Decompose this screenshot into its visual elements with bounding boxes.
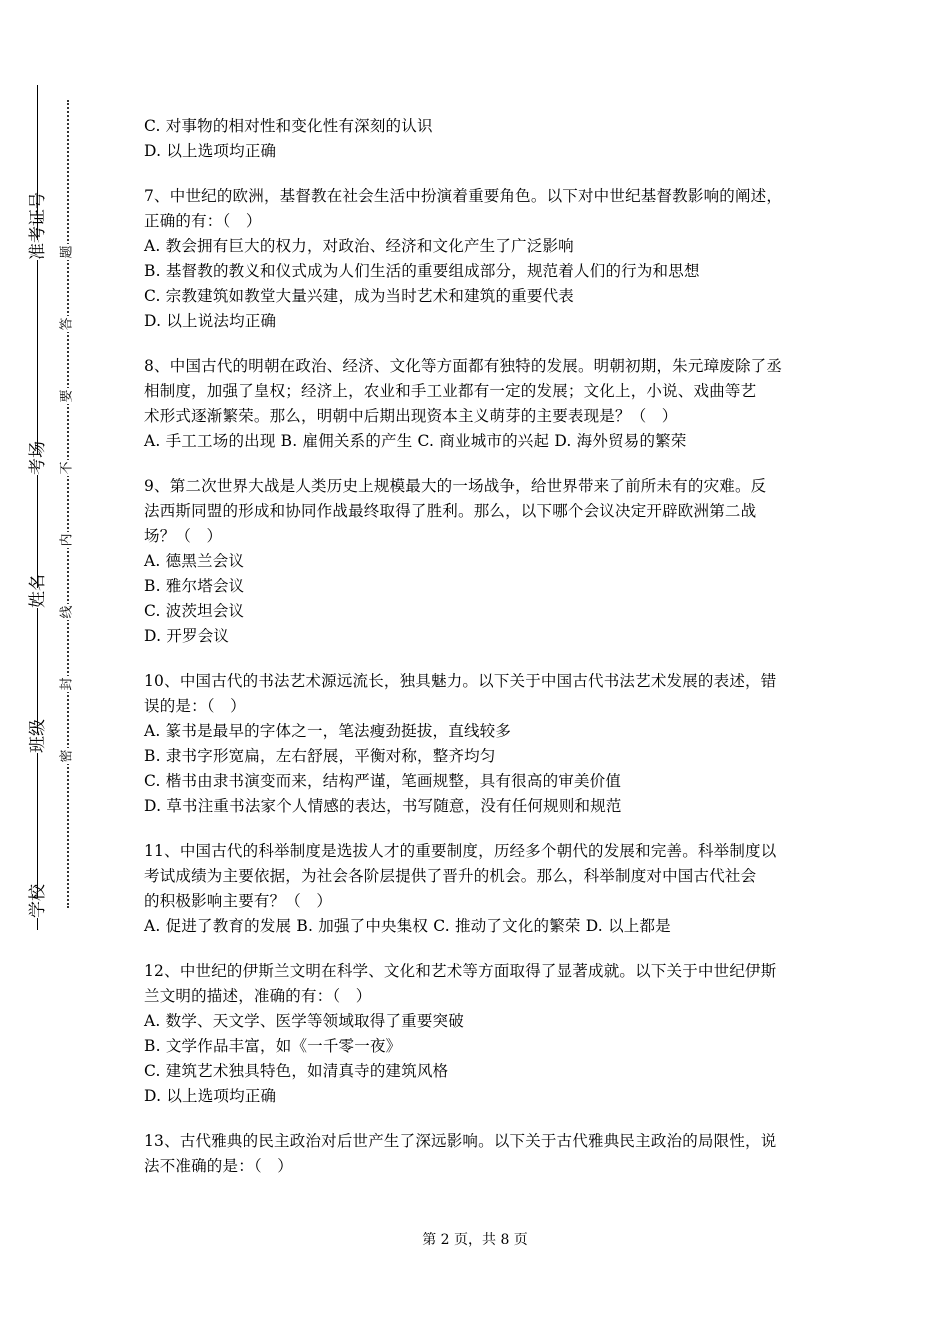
option-d: D. 草书注重书法家个人情感的表达，书写随意，没有任何规则和规范 <box>144 797 622 815</box>
option-c: C. 对事物的相对性和变化性有深刻的认识 <box>144 117 433 135</box>
question-7 <box>144 184 816 334</box>
question-stem: 术形式逐渐繁荣。那么，明朝中后期出现资本主义萌芽的主要表现是？（ ） <box>144 407 678 425</box>
option-c: C. 波茨坦会议 <box>144 602 245 620</box>
option-d: D. 以上选项均正确 <box>144 142 277 160</box>
option-b: B. 隶书字形宽扁，左右舒展，平衡对称，整齐均匀 <box>144 747 496 765</box>
question-stem: 场？（ ） <box>144 527 223 545</box>
school-label: 学校 <box>28 884 48 918</box>
seal-char: 密 <box>59 748 77 764</box>
option-c: C. 楷书由隶书演变而来，结构严谨，笔画规整，具有很高的审美价值 <box>144 772 622 790</box>
seal-char: 答 <box>59 316 77 332</box>
name-label: 姓名 <box>28 574 48 608</box>
option-b: B. 雅尔塔会议 <box>144 577 245 595</box>
seal-char: 不 <box>59 460 77 476</box>
options-inline: A. 手工工场的出现 B. 雇佣关系的产生 C. 商业城市的兴起 D. 海外贸易的繁荣 <box>144 432 687 450</box>
question-stem: 11、中国古代的科举制度是选拔人才的重要制度，历经多个朝代的发展和完善。科举制度以 <box>144 842 777 860</box>
option-a: A. 德黑兰会议 <box>144 552 245 570</box>
question-11 <box>144 839 816 939</box>
seal-char: 封 <box>59 676 77 692</box>
option-c: C. 建筑艺术独具特色，如清真寺的建筑风格 <box>144 1062 449 1080</box>
question-8 <box>144 354 816 454</box>
option-b: B. 文学作品丰富，如《一千零一夜》 <box>144 1037 402 1055</box>
question-stem: 8、中国古代的明朝在政治、经济、文化等方面都有独特的发展。明朝初期，朱元璋废除了丞 <box>144 357 783 375</box>
exam-room-label: 考场 <box>28 441 48 475</box>
binding-margin <box>0 0 120 1344</box>
seal-char: 内 <box>59 532 77 548</box>
question-list <box>144 114 816 1199</box>
question-13 <box>144 1129 816 1179</box>
option-c: C. 宗教建筑如教堂大量兴建，成为当时艺术和建筑的重要代表 <box>144 287 574 305</box>
seal-char: 题 <box>59 244 77 260</box>
question-stem: 10、中国古代的书法艺术源远流长，独具魅力。以下关于中国古代书法艺术发展的表述，错 <box>144 672 777 690</box>
question-stem: 兰文明的描述，准确的有：（ ） <box>144 987 372 1005</box>
option-d: D. 以上选项均正确 <box>144 1087 277 1105</box>
question-10 <box>144 669 816 819</box>
option-d: D. 开罗会议 <box>144 627 230 645</box>
option-a: A. 数学、天文学、医学等领域取得了重要突破 <box>144 1012 464 1030</box>
question-12 <box>144 959 816 1109</box>
seal-char: 要 <box>59 388 77 404</box>
question-stem: 12、中世纪的伊斯兰文明在科学、文化和艺术等方面取得了显著成就。以下关于中世纪伊斯 <box>144 962 777 980</box>
question-stem: 法不准确的是：（ ） <box>144 1157 293 1175</box>
page-number: 第 2 页，共 8 页 <box>422 1232 528 1248</box>
question-stem: 法西斯同盟的形成和协同作战最终取得了胜利。那么，以下哪个会议决定开辟欧洲第二战 <box>144 502 757 520</box>
option-d: D. 以上说法均正确 <box>144 312 277 330</box>
question-stem: 7、中世纪的欧洲，基督教在社会生活中扮演着重要角色。以下对中世纪基督教影响的阐述， <box>144 187 783 205</box>
class-label: 班级 <box>28 719 48 753</box>
option-b: B. 基督教的教义和仪式成为人们生活的重要组成部分，规范着人们的行为和思想 <box>144 262 700 280</box>
question-stem: 考试成绩为主要依据，为社会各阶层提供了晋升的机会。那么，科举制度对中国古代社会 <box>144 867 757 885</box>
question-stem: 误的是：（ ） <box>144 697 246 715</box>
question-stem: 9、第二次世界大战是人类历史上规模最大的一场战争，给世界带来了前所未有的灾难。反 <box>144 477 767 495</box>
options-inline: A. 促进了教育的发展 B. 加强了中央集权 C. 推动了文化的繁荣 D. 以上都是 <box>144 917 671 935</box>
question-stem: 13、古代雅典的民主政治对后世产生了深远影响。以下关于古代雅典民主政治的局限性，说 <box>144 1132 777 1150</box>
question-9 <box>144 474 816 649</box>
seal-char: 线 <box>59 604 77 620</box>
question-stem: 正确的有：（ ） <box>144 212 262 230</box>
question-stem: 的积极影响主要有？（ ） <box>144 892 333 910</box>
option-a: A. 篆书是最早的字体之一，笔法瘦劲挺拔，直线较多 <box>144 722 512 740</box>
question-stem: 相制度，加强了皇权；经济上，农业和手工业都有一定的发展；文化上，小说、戏曲等艺 <box>144 382 757 400</box>
option-a: A. 教会拥有巨大的权力，对政治、经济和文化产生了广泛影响 <box>144 237 574 255</box>
question-6-tail <box>144 114 816 164</box>
binding-dotted-line <box>67 100 69 908</box>
exam-id-label: 准考证号 <box>28 192 48 260</box>
